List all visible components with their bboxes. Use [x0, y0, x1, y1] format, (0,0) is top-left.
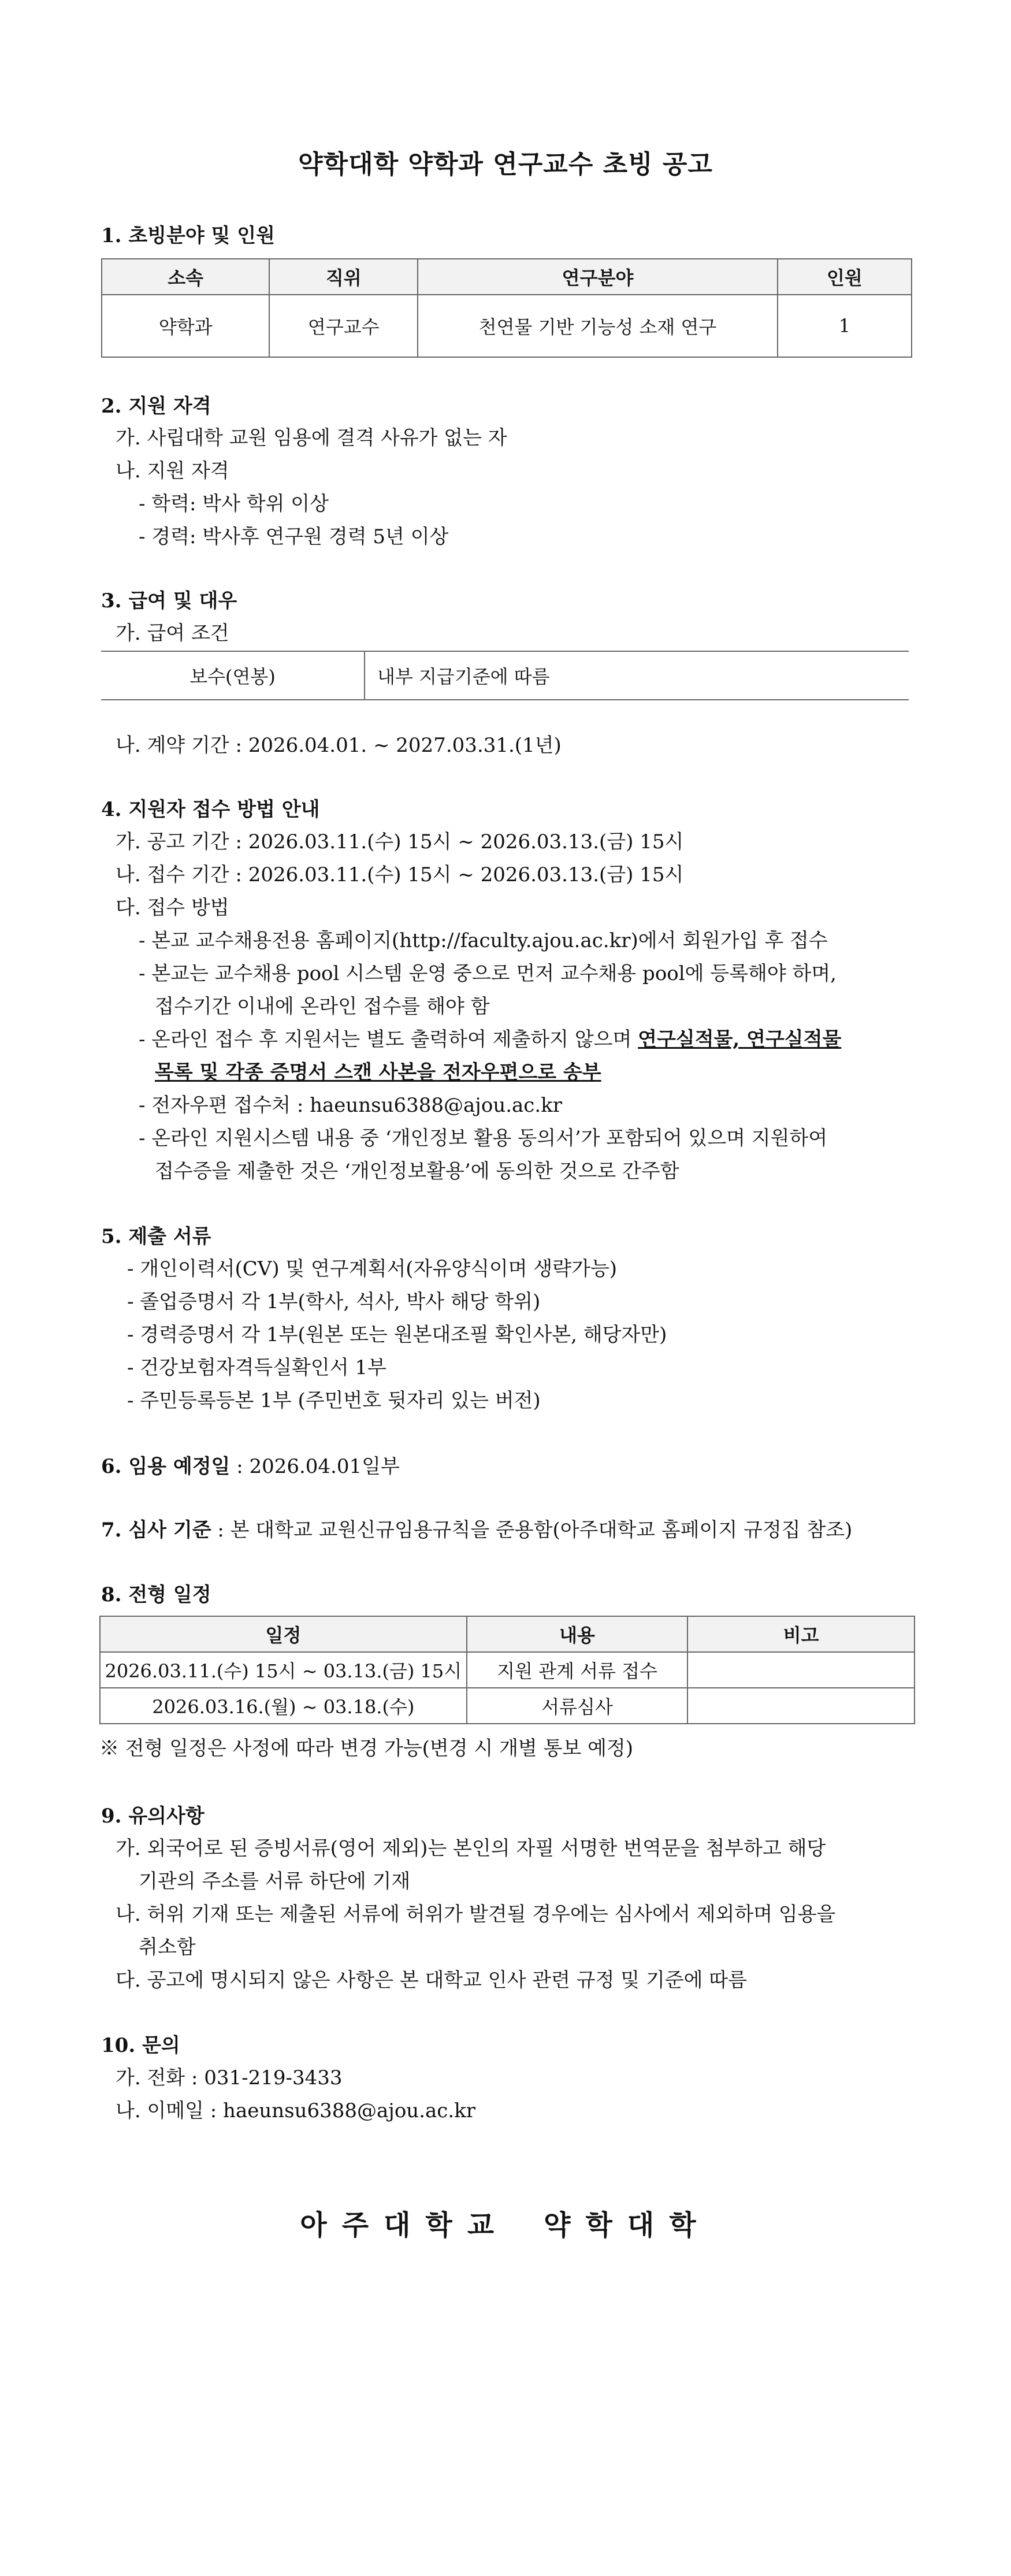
document-item: - 건강보험자격득실확인서 1부	[127, 1356, 386, 1379]
institution-signature	[0, 2203, 1011, 2243]
notice-period: 가. 공고 기간 : 2026.03.11.(수) 15시 ~ 2026.03.13.(금) 15시	[116, 830, 684, 853]
application-period: 나. 접수 기간 : 2026.03.11.(수) 15시 ~ 2026.03.13.(금) 15시	[116, 863, 684, 886]
salary-table	[101, 651, 909, 700]
salary-condition: 가. 급여 조건	[116, 622, 229, 645]
schedule-cell: 2026.03.16.(월) ~ 03.18.(수)	[100, 1688, 467, 1724]
method-item-3-emphasis-cont: 목록 및 각종 증명서 스캔 사본을 전자우편으로 송부	[155, 1061, 601, 1084]
section-7	[101, 1514, 852, 1542]
caution-a-cont: 기관의 주소를 서류 하단에 기재	[139, 1870, 411, 1893]
caution-c: 다. 공고에 명시되지 않은 사항은 본 대학교 인사 관련 규정 및 기준에 따름	[116, 1969, 747, 1992]
document-item: - 경력증명서 각 1부(원본 또는 원본대조필 확인사본, 해당자만)	[127, 1323, 667, 1346]
field-table-header: 인원	[778, 259, 912, 295]
table-row	[100, 1688, 915, 1724]
field-table-cell: 약학과	[102, 295, 269, 357]
schedule-table	[99, 1616, 915, 1724]
section-1-heading: 1. 초빙분야 및 인원	[101, 224, 275, 247]
section-3-heading: 3. 급여 및 대우	[101, 589, 237, 613]
schedule-table-header: 내용	[467, 1616, 688, 1652]
schedule-cell: 서류심사	[467, 1688, 688, 1724]
field-table-cell: 연구교수	[269, 295, 418, 357]
section-4-heading: 4. 지원자 접수 방법 안내	[101, 798, 320, 821]
field-table-header: 소속	[102, 259, 269, 295]
application-method: 다. 접수 방법	[116, 896, 229, 919]
schedule-cell: 2026.03.11.(수) 15시 ~ 03.13.(금) 15시	[100, 1652, 467, 1688]
field-table	[101, 258, 912, 358]
schedule-cell	[687, 1688, 915, 1724]
appointment-date-value: : 2026.04.01일부	[230, 1455, 400, 1478]
method-item-2: - 본교는 교수채용 pool 시스템 운영 중으로 먼저 교수채용 pool에 등록해야 하며,	[139, 962, 837, 985]
contact-phone: 가. 전화 : 031-219-3433	[116, 2066, 343, 2089]
qualification-a: 가. 사립대학 교원 임용에 결격 사유가 없는 자	[116, 426, 507, 450]
qualification-b: 나. 지원 자격	[116, 459, 229, 482]
document-item: - 개인이력서(CV) 및 연구계획서(자유양식이며 생략가능)	[127, 1257, 618, 1280]
caution-b-cont: 취소함	[139, 1936, 196, 1959]
review-criteria-label: 7. 심사 기준	[101, 1519, 211, 1542]
field-table-header: 직위	[269, 259, 418, 295]
document-item: - 졸업증명서 각 1부(학사, 석사, 박사 해당 학위)	[127, 1290, 541, 1313]
section-8-heading: 8. 전형 일정	[101, 1583, 211, 1606]
schedule-note: ※ 전형 일정은 사정에 따라 변경 가능(변경 시 개별 통보 예정)	[99, 1737, 634, 1760]
appointment-date-label: 6. 임용 예정일	[101, 1455, 231, 1478]
schedule-cell	[687, 1652, 915, 1688]
review-criteria-value: : 본 대학교 교원신규임용규칙을 준용함(아주대학교 홈페이지 규정집 참조)	[211, 1519, 853, 1542]
contract-period: 나. 계약 기간 : 2026.04.01. ~ 2027.03.31.(1년)	[116, 734, 562, 757]
method-item-3-text: - 온라인 접수 후 지원서는 별도 출력하여 제출하지 않으며	[139, 1028, 638, 1051]
section-2-heading: 2. 지원 자격	[101, 395, 211, 418]
table-row	[100, 1652, 915, 1688]
salary-label: 보수(연봉)	[101, 652, 365, 699]
salary-value: 내부 지급기준에 따름	[377, 666, 550, 688]
table-row	[102, 295, 912, 357]
schedule-table-header: 비고	[687, 1616, 915, 1652]
qualification-education: - 학력: 박사 학위 이상	[139, 492, 329, 515]
qualification-career: - 경력: 박사후 연구원 경력 5년 이상	[139, 525, 449, 548]
field-table-cell: 1	[778, 295, 912, 357]
section-5-heading: 5. 제출 서류	[101, 1225, 211, 1248]
field-table-header: 연구분야	[418, 259, 778, 295]
schedule-table-header: 일정	[100, 1616, 467, 1652]
page-title: 약학대학 약학과 연구교수 초빙 공고	[298, 150, 713, 179]
method-item-3-emphasis: 연구실적물, 연구실적물	[638, 1028, 842, 1051]
institution-name: 아주대학교 약학대학	[300, 2209, 711, 2241]
method-item-1: - 본교 교수채용전용 홈페이지(http://faculty.ajou.ac.kr)에서 회원가입 후 접수	[139, 929, 828, 952]
email-submission: - 전자우편 접수처 : haeunsu6388@ajou.ac.kr	[139, 1094, 563, 1117]
method-item-5-cont: 접수증을 제출한 것은 ‘개인정보활용’에 동의한 것으로 간주함	[155, 1160, 679, 1183]
method-item-2-cont: 접수기간 이내에 온라인 접수를 해야 함	[155, 995, 490, 1018]
document-item: - 주민등록등본 1부 (주민번호 뒷자리 있는 버전)	[127, 1389, 541, 1412]
caution-b: 나. 허위 기재 또는 제출된 서류에 허위가 발견될 경우에는 심사에서 제외하며 임용을	[116, 1903, 836, 1926]
section-6	[101, 1450, 400, 1479]
section-9-heading: 9. 유의사항	[101, 1805, 205, 1828]
method-item-3-cont	[155, 1056, 601, 1085]
schedule-cell: 지원 관계 서류 접수	[467, 1652, 688, 1688]
caution-a: 가. 외국어로 된 증빙서류(영어 제외)는 본인의 자필 서명한 번역문을 첨부하고 해당	[116, 1837, 826, 1860]
method-item-5: - 온라인 지원시스템 내용 중 ‘개인정보 활용 동의서’가 포함되어 있으며 지원하여	[139, 1127, 828, 1150]
contact-email: 나. 이메일 : haeunsu6388@ajou.ac.kr	[116, 2099, 475, 2122]
field-table-cell: 천연물 기반 기능성 소재 연구	[418, 295, 778, 357]
section-10-heading: 10. 문의	[101, 2034, 180, 2057]
method-item-3	[139, 1023, 841, 1052]
